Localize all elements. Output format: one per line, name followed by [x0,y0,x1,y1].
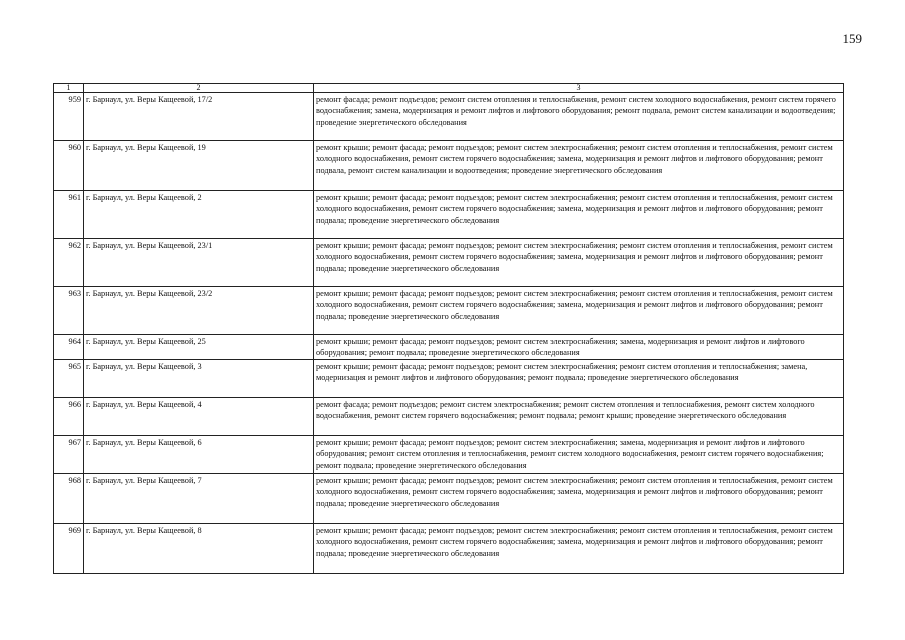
table-row [54,287,844,335]
table-row [54,435,844,473]
row-number: 969 [54,523,84,573]
row-address: г. Барнаул, ул. Веры Кащеевой, 23/2 [84,287,314,335]
row-works: ремонт фасада; ремонт подъездов; ремонт систем отопления и теплоснабжения, ремонт систем холодного водоснабжения, ремонт систем горячего водоснабжения; замена, модернизация и ремонт лифтов и лифтового оборудования; ремонт подвала, ремонт систем канализации и водоотведения; проведение энергетического обследования [314,93,844,141]
column-header-address: 2 [84,84,314,93]
row-address: г. Барнаул, ул. Веры Кащеевой, 8 [84,523,314,573]
row-address: г. Барнаул, ул. Веры Кащеевой, 3 [84,359,314,397]
registry-table [53,83,844,574]
row-address: г. Барнаул, ул. Веры Кащеевой, 2 [84,191,314,239]
row-address: г. Барнаул, ул. Веры Кащеевой, 7 [84,473,314,523]
row-address: г. Барнаул, ул. Веры Кащеевой, 23/1 [84,239,314,287]
table-row [54,473,844,523]
page-number: 159 [842,31,862,46]
row-works: ремонт крыши; ремонт фасада; ремонт подъездов; ремонт систем электроснабжения; ремонт систем отопления и теплоснабжения, ремонт систем холодного водоснабжения, ремонт систем горячего водоснабжения; замена, модернизация и ремонт лифтов и лифтового оборудования; ремонт подвала; проведение энергетического обследования [314,239,844,287]
row-number: 964 [54,335,84,360]
row-address: г. Барнаул, ул. Веры Кащеевой, 25 [84,335,314,360]
table-row [54,239,844,287]
row-works: ремонт крыши; ремонт фасада; ремонт подъездов; ремонт систем электроснабжения; замена, модернизация и ремонт лифтов и лифтового оборудования; ремонт систем отопления и теплоснабжения, ремонт систем холодного водоснабжения, ремонт систем горячего водоснабжения; ремонт подвала; проведение энергетического обследования [314,435,844,473]
column-header-number: 1 [54,84,84,93]
table-row [54,359,844,397]
row-works: ремонт крыши; ремонт фасада; ремонт подъездов; ремонт систем электроснабжения; ремонт систем отопления и теплоснабжения, ремонт систем холодного водоснабжения, ремонт систем горячего водоснабжения; замена, модернизация и ремонт лифтов и лифтового оборудования; ремонт подвала, ремонт систем канализации и водоотведения; проведение энергетического обследования [314,141,844,191]
row-works: ремонт фасада; ремонт подъездов; ремонт систем электроснабжения; ремонт систем отопления и теплоснабжения, ремонт систем холодного водоснабжения, ремонт систем горячего водоснабжения; ремонт подвала; ремонт крыши; проведение энергетического обследования [314,397,844,435]
row-address: г. Барнаул, ул. Веры Кащеевой, 17/2 [84,93,314,141]
row-works: ремонт крыши; ремонт фасада; ремонт подъездов; ремонт систем электроснабжения; ремонт систем отопления и теплоснабжения, ремонт систем холодного водоснабжения, ремонт систем горячего водоснабжения; замена, модернизация и ремонт лифтов и лифтового оборудования; ремонт подвала; проведение энергетического обследования [314,473,844,523]
row-works: ремонт крыши; ремонт фасада; ремонт подъездов; ремонт систем электроснабжения; ремонт систем отопления и теплоснабжения, ремонт систем холодного водоснабжения, ремонт систем горячего водоснабжения; замена, модернизация и ремонт лифтов и лифтового оборудования; ремонт подвала; проведение энергетического обследования [314,287,844,335]
table-row [54,191,844,239]
row-number: 960 [54,141,84,191]
row-number: 963 [54,287,84,335]
column-header-works: 3 [314,84,844,93]
row-number: 961 [54,191,84,239]
table-header-row [54,84,844,93]
row-number: 966 [54,397,84,435]
row-number: 968 [54,473,84,523]
row-works: ремонт крыши; ремонт фасада; ремонт подъездов; ремонт систем электроснабжения; замена, модернизация и ремонт лифтов и лифтового оборудования; ремонт подвала; проведение энергетического обследования [314,335,844,360]
row-works: ремонт крыши; ремонт фасада; ремонт подъездов; ремонт систем электроснабжения; ремонт систем отопления и теплоснабжения; замена, модернизация и ремонт лифтов и лифтового оборудования; ремонт подвала; проведение энергетического обследования [314,359,844,397]
row-address: г. Барнаул, ул. Веры Кащеевой, 19 [84,141,314,191]
row-address: г. Барнаул, ул. Веры Кащеевой, 4 [84,397,314,435]
table-row [54,141,844,191]
row-number: 959 [54,93,84,141]
table-row [54,335,844,360]
row-address: г. Барнаул, ул. Веры Кащеевой, 6 [84,435,314,473]
table-row [54,93,844,141]
row-number: 967 [54,435,84,473]
row-number: 965 [54,359,84,397]
row-works: ремонт крыши; ремонт фасада; ремонт подъездов; ремонт систем электроснабжения; ремонт систем отопления и теплоснабжения, ремонт систем холодного водоснабжения, ремонт систем горячего водоснабжения; замена, модернизация и ремонт лифтов и лифтового оборудования; ремонт подвала; проведение энергетического обследования [314,523,844,573]
table-row [54,397,844,435]
row-number: 962 [54,239,84,287]
row-works: ремонт крыши; ремонт фасада; ремонт подъездов; ремонт систем электроснабжения; ремонт систем отопления и теплоснабжения, ремонт систем холодного водоснабжения, ремонт систем горячего водоснабжения; замена, модернизация и ремонт лифтов и лифтового оборудования; ремонт подвала; проведение энергетического обследования [314,191,844,239]
table-row [54,523,844,573]
